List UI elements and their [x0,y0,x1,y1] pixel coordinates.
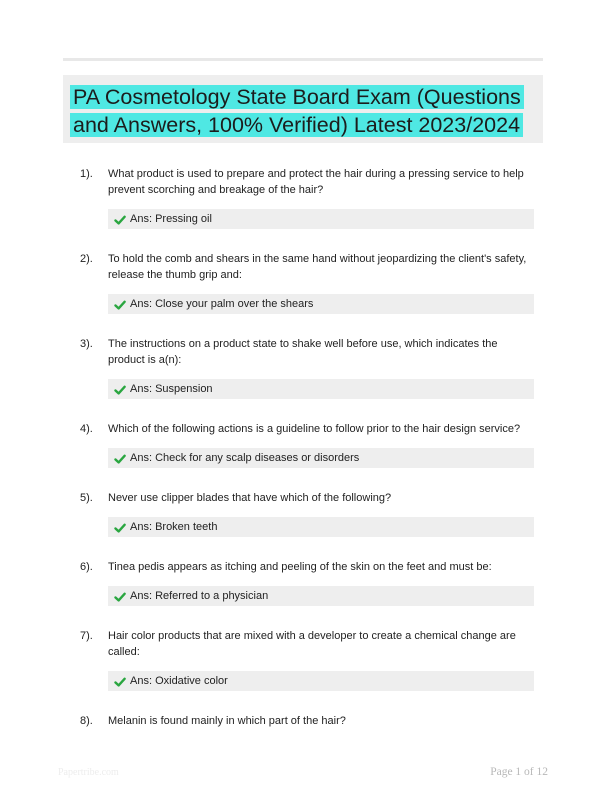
answer-bar [108,379,534,399]
question-number: 1). [80,168,93,180]
top-divider [63,58,543,61]
question-text: Melanin is found mainly in which part of the hair? [108,715,346,727]
question-number: 5). [80,492,93,504]
title-line-1: PA Cosmetology State Board Exam (Questions [70,85,524,109]
question-row [0,421,606,437]
answer-bar [108,294,534,314]
question-text: Tinea pedis appears as itching and peeling of the skin on the feet and must be: [108,561,492,573]
answer-text: Ans: Broken teeth [130,521,218,533]
checkmark-icon [114,452,126,464]
question-number: 7). [80,630,93,642]
qa-item [0,713,606,729]
question-row [0,628,606,660]
answer-bar [108,671,534,691]
qa-item [0,166,606,229]
question-text: What product is used to prepare and protect the hair during a pressing service to help prevent scorching and breakage of the hair? [108,168,524,196]
question-row [0,713,606,729]
answer-text: Ans: Check for any scalp diseases or disorders [130,452,360,464]
question-text: Hair color products that are mixed with a developer to create a chemical change are called: [108,630,516,658]
question-number: 4). [80,423,93,435]
question-text: To hold the comb and shears in the same hand without jeopardizing the client's safety, release the thumb grip and: [108,253,527,281]
question-row [0,251,606,283]
answer-text: Ans: Referred to a physician [130,590,269,602]
page-indicator: Page 1 of 12 [490,766,548,778]
question-text: Never use clipper blades that have which of the following? [108,492,392,504]
answer-text: Ans: Oxidative color [130,675,228,687]
question-row [0,166,606,198]
question-number: 2). [80,253,93,265]
question-number: 6). [80,561,93,573]
answer-bar [108,448,534,468]
title-line-2: and Answers, 100% Verified) Latest 2023/2024 [70,113,523,137]
answer-text: Ans: Suspension [130,383,213,395]
question-row [0,336,606,368]
qa-item [0,336,606,399]
question-text: The instructions on a product state to shake well before use, which indicates the product is a(n): [108,338,498,366]
answer-bar [108,209,534,229]
document-title [70,83,540,139]
answer-text: Ans: Close your palm over the shears [130,298,314,310]
question-row [0,559,606,575]
qa-item [0,421,606,468]
checkmark-icon [114,383,126,395]
checkmark-icon [114,521,126,533]
checkmark-icon [114,298,126,310]
question-number: 3). [80,338,93,350]
question-row [0,490,606,506]
answer-text: Ans: Pressing oil [130,213,212,225]
checkmark-icon [114,590,126,602]
qa-item [0,251,606,314]
qa-item [0,490,606,537]
qa-list [0,166,606,729]
checkmark-icon [114,675,126,687]
answer-bar [108,517,534,537]
qa-item [0,628,606,691]
footer-site: Papertribe.com [58,767,119,778]
qa-item [0,559,606,606]
question-text: Which of the following actions is a guideline to follow prior to the hair design service? [108,423,521,435]
answer-bar [108,586,534,606]
checkmark-icon [114,213,126,225]
question-number: 8). [80,715,93,727]
